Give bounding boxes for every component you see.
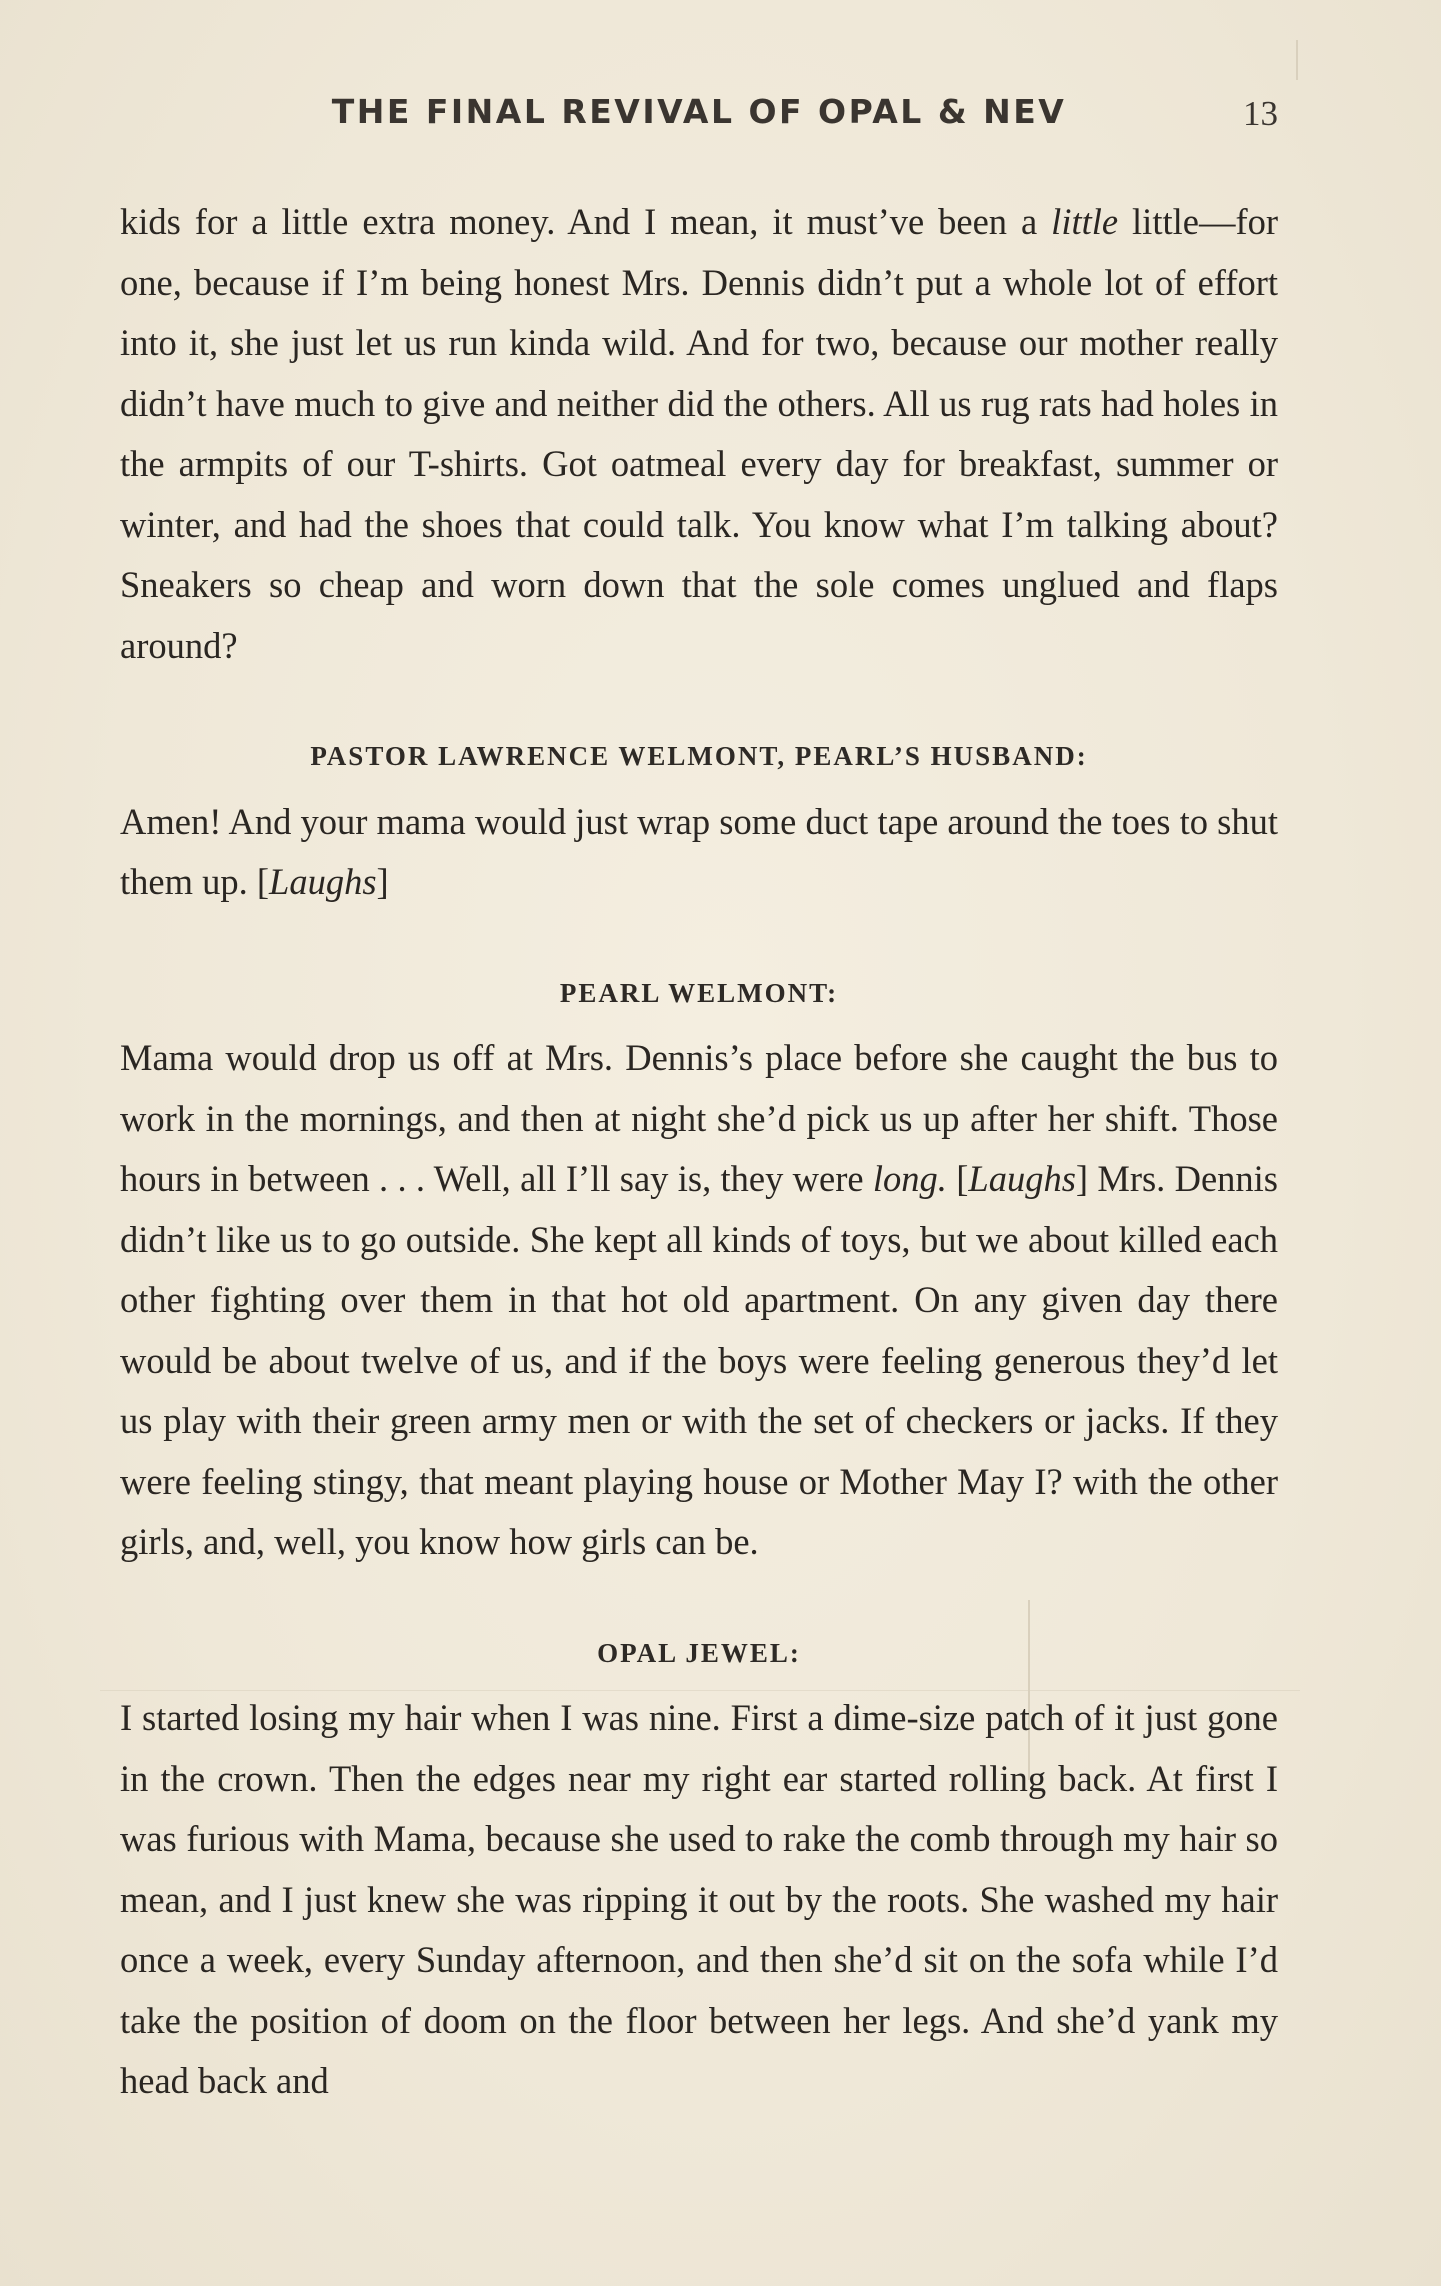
paper-crease [1296, 40, 1298, 80]
speaker-heading: PASTOR LAWRENCE WELMONT, PEARL’S HUSBAND: [310, 741, 1088, 771]
paragraph: I started losing my hair when I was nine. First a dime-size patch of it just gone in the crown. Then the edges near my right ear started rolling back. At first I was furious with Mama, because she used to rake the comb through my hair so mean, and I just knew she was ripping it out by the roots. She washed my hair once a week, every Sunday afternoon, and then she’d sit on the sofa while I’d take the position of doom on the floor between her legs. And she’d yank my head back and [120, 1697, 1278, 2101]
speaker-heading: PEARL WELMONT: [559, 977, 839, 1008]
page-number: 13 [1243, 94, 1278, 133]
italic-text: long. [872, 1158, 947, 1199]
paragraph: Mama would drop us off at Mrs. Dennis’s place before she caught the bus to work in the mornings, and then at night she’d pick us up after her shift. Those hours in between . . . Well, all I’ll say is, they were long. [Laughs] Mrs. Dennis didn’t like us to go outside. She kept all kinds of toys, but we about killed each other fighting over them in that hot old apartment. On any given day there would be about twelve of us, and if the boys were feeling generous they’d let us play with their green army men or with the set of checkers or jacks. If they were feeling stingy, that meant playing house or Mother May I? with the other girls, and, well, you know how girls can be. [120, 1037, 1279, 1562]
italic-text: Laughs [269, 861, 377, 902]
running-title: THE FINAL REVIVAL OF OPAL & NEV [331, 92, 1067, 131]
italic-text: little [1051, 201, 1119, 242]
italic-text: Laughs [968, 1158, 1076, 1199]
running-head [120, 92, 1278, 142]
speaker-heading: OPAL JEWEL: [597, 1637, 801, 1668]
paragraph: Amen! And your mama would just wrap some duct tape around the toes to shut them up. [Laughs] [120, 800, 1278, 902]
paragraph: kids for a little extra money. And I mean, it must’ve been a little little—for one, because if I’m being honest Mrs. Dennis didn’t put a whole lot of effort into it, she just let us run kinda wild. And for two, because our mother really didn’t have much to give and neither did the others. All us rug rats had holes in the armpits of our T-shirts. Got oatmeal every day for breakfast, summer or winter, and had the shoes that could talk. You know what I’m talking about? Sneakers so cheap and worn down that the sole comes unglued and flaps around? [120, 201, 1279, 666]
body-text [120, 192, 1278, 2112]
